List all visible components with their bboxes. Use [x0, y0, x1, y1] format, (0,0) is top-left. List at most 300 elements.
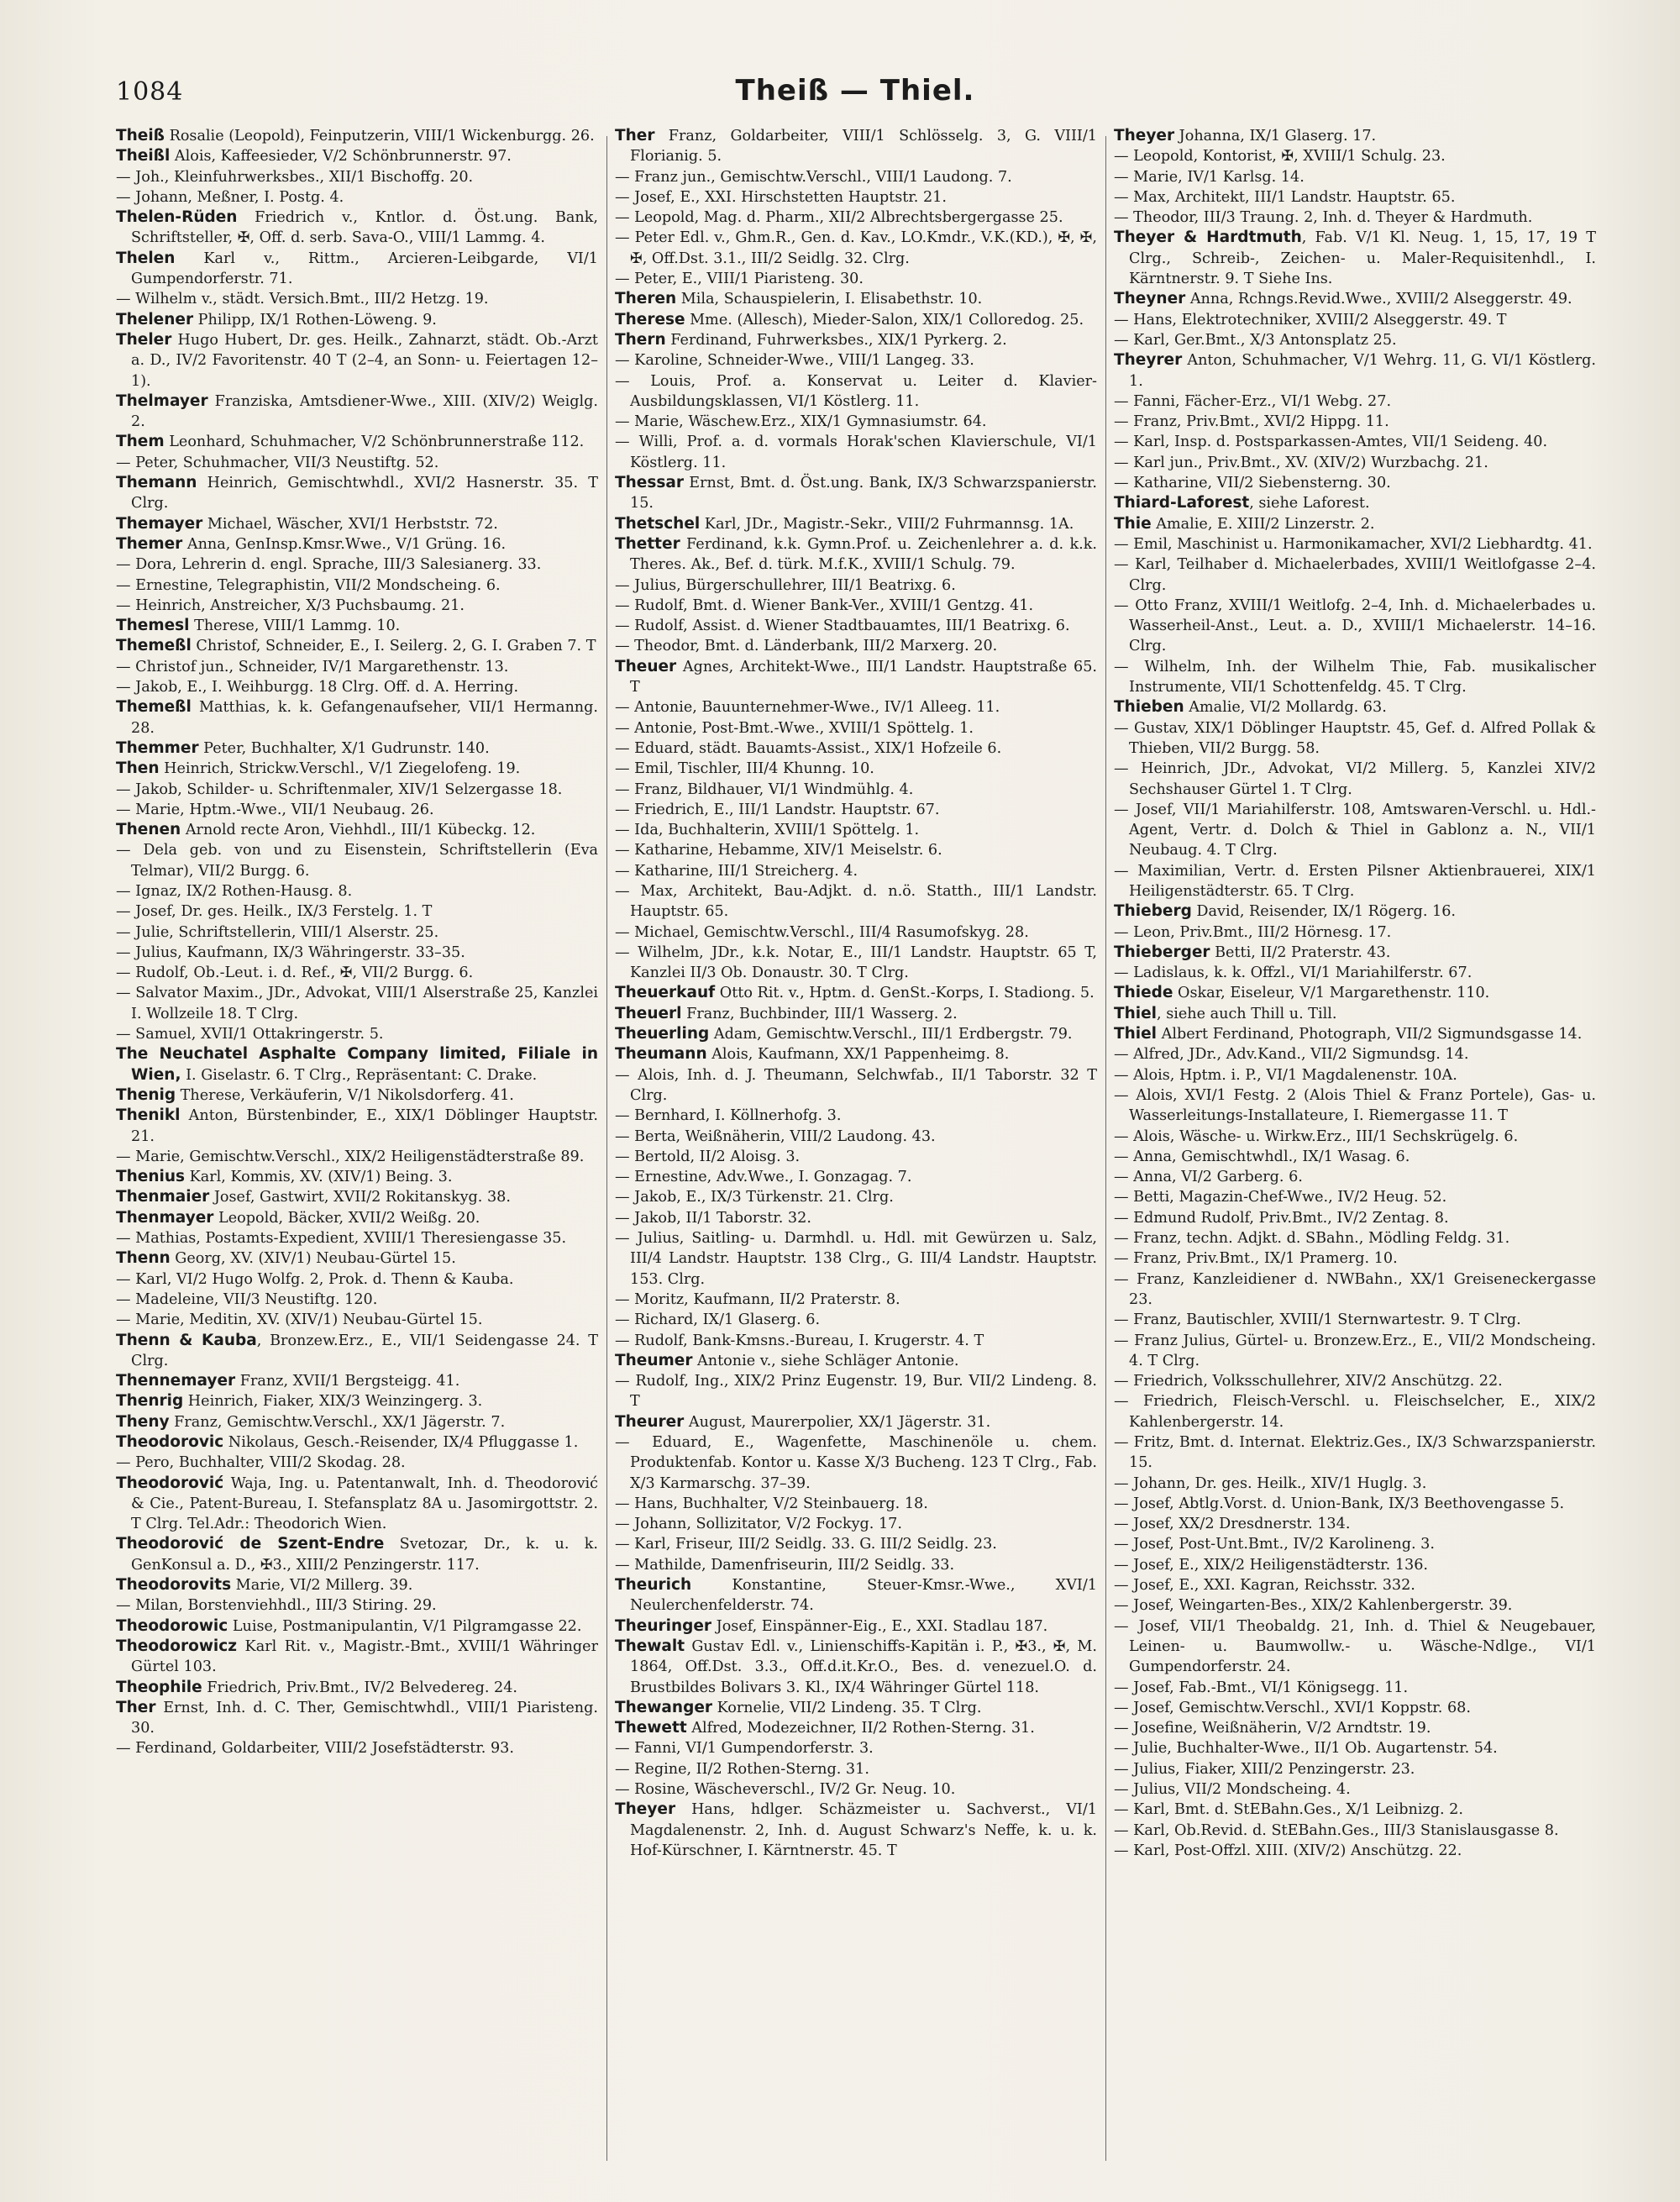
directory-entry — [615, 289, 1097, 309]
entry-details: — Julius, VII/2 Mondscheing. 4. — [1114, 1781, 1351, 1799]
directory-entry — [615, 1616, 1097, 1637]
entry-details: — Franz, techn. Adjkt. d. SBahn., Mödling Feldg. 31. — [1114, 1230, 1510, 1248]
entry-details: — Josef, VII/1 Theobaldg. 21, Inh. d. Thiel & Neugebauer, Leinen- u. Baumwollw.- u. Wäsche-Ndlge., VI/1 Gumpendorferstr. 24. — [1114, 1617, 1596, 1676]
entry-surname: Theyner — [1114, 290, 1186, 308]
entry-details: Gustav Edl. v., Linienschiffs-Kapitän i. P., ✠3., ✠, M. 1864, Off.Dst. 3.3., Off.d.it.Kr.O., Bes. d. venezuel.O. d. Brustbildes Bolivars 3. Kl., IX/4 Währinger Gürtel 118. — [630, 1637, 1097, 1696]
entry-details: — Leon, Priv.Bmt., III/2 Hörnesg. 17. — [1114, 923, 1392, 941]
entry-details: — Johann, Meßner, I. Postg. 4. — [116, 188, 344, 206]
entry-details: — Josef, Fab.-Bmt., VI/1 Königsegg. 11. — [1114, 1679, 1409, 1696]
directory-entry — [116, 1248, 598, 1269]
directory-entry — [116, 187, 598, 208]
entry-details: — Katharine, III/1 Streicherg. 4. — [615, 862, 858, 880]
directory-entry — [615, 1331, 1097, 1351]
directory-entry — [1114, 697, 1596, 717]
entry-details: — Maximilian, Vertr. d. Ersten Pilsner Aktienbrauerei, XIX/1 Heiligenstädterstr. 65. T Clrg. — [1114, 862, 1596, 900]
directory-entry — [1114, 1371, 1596, 1391]
entry-details: — Franz jun., Gemischtw.Verschl., VIII/1 Laudong. 7. — [615, 168, 1012, 186]
directory-entry — [1114, 1494, 1596, 1514]
entry-details: — Josef, Dr. ges. Heilk., IX/3 Ferstelg. 1. T — [116, 903, 433, 921]
entry-details: August, Maurerpolier, XX/1 Jägerstr. 31. — [684, 1413, 991, 1431]
directory-entry — [615, 269, 1097, 289]
entry-details: — Julie, Buchhalter-Wwe., II/1 Ob. Augartenstr. 54. — [1114, 1740, 1498, 1758]
directory-entry — [1114, 126, 1596, 146]
directory-entry — [116, 1595, 598, 1616]
entry-details: Therese, Verkäuferin, V/1 Nikolsdorferg. 41. — [176, 1086, 514, 1104]
directory-entry — [116, 1290, 598, 1310]
entry-details: — Julius, Bürgerschullehrer, III/1 Beatrixg. 6. — [615, 576, 956, 594]
directory-entry — [615, 657, 1097, 698]
directory-entry — [1114, 1310, 1596, 1330]
directory-entry — [1114, 800, 1596, 861]
directory-entry — [1114, 493, 1596, 513]
directory-entry — [1114, 1616, 1596, 1678]
directory-entry — [1114, 412, 1596, 432]
entry-details: Otto Rit. v., Hptm. d. GenSt.-Korps, I. Stadiong. 5. — [715, 985, 1095, 1002]
directory-entry — [1114, 554, 1596, 596]
entry-details: — Marie, Wäschew.Erz., XIX/1 Gymnasiumstr. 64. — [615, 413, 987, 431]
entry-details: — Alois, Wäsche- u. Wirkw.Erz., III/1 Sechskrügelg. 6. — [1114, 1127, 1519, 1145]
directory-entry — [615, 575, 1097, 596]
entry-details: — Emil, Maschinist u. Harmonikamacher, XVI/2 Liebhardtg. 41. — [1114, 535, 1593, 553]
entry-details: — Wilhelm, Inh. der Wilhelm Thie, Fab. musikalischer Instrumente, VII/1 Schottenfeldg. 45. T Clrg. — [1114, 658, 1596, 696]
directory-entry — [116, 1167, 598, 1187]
directory-entry — [1114, 1044, 1596, 1064]
directory-entry — [116, 1147, 598, 1167]
directory-entry — [116, 126, 598, 146]
entry-details: Karl, JDr., Magistr.-Sekr., VIII/2 Fuhrmannsg. 1A. — [700, 515, 1074, 533]
entry-surname: Thieberg — [1114, 902, 1192, 921]
entry-details: Josef, Gastwirt, XVII/2 Rokitanskyg. 38. — [209, 1189, 511, 1206]
entry-surname: Thiede — [1114, 984, 1173, 1002]
entry-details: Agnes, Architekt-Wwe., III/1 Landstr. Hauptstraße 65. T — [630, 658, 1097, 696]
directory-entry — [116, 473, 598, 514]
directory-entry — [116, 534, 598, 554]
directory-entry — [1114, 983, 1596, 1003]
entry-details: — Johann, Dr. ges. Heilk., XIV/1 Huglg. 3. — [1114, 1474, 1427, 1492]
entry-surname: Theumann — [615, 1045, 707, 1064]
entry-details: Heinrich, Strickw.Verschl., V/1 Ziegelofeng. 19. — [159, 760, 521, 778]
entry-surname: Thieberger — [1114, 943, 1210, 961]
entry-details: Luise, Postmanipulantin, V/1 Pilgramgasse 22. — [228, 1617, 582, 1635]
entry-surname: Theodorovits — [116, 1576, 232, 1595]
entry-details: — Rudolf, Bank-Kmsns.-Bureau, I. Krugerstr. 4. T — [615, 1332, 984, 1349]
entry-details: — Gustav, XIX/1 Döblinger Hauptstr. 45, Gef. d. Alfred Pollak & Thieben, VII/2 Burgg. 58. — [1114, 719, 1596, 757]
directory-entry — [1114, 1147, 1596, 1167]
directory-entry — [615, 126, 1097, 167]
entry-surname: Themeßl — [116, 698, 192, 717]
directory-entry — [116, 800, 598, 820]
directory-entry — [1114, 963, 1596, 983]
entry-details: — Josef, E., XIX/2 Heiligenstädterstr. 136. — [1114, 1556, 1428, 1574]
entry-details: — Louis, Prof. a. Konservat u. Leiter d. Klavier-Ausbildungsklassen, VI/1 Köstlerg. 11. — [615, 372, 1097, 410]
directory-entry — [615, 1494, 1097, 1514]
directory-entry — [116, 1637, 598, 1678]
entry-details: — Josef, E., XXI. Hirschstetten Hauptstr. 21. — [615, 188, 947, 206]
entry-details: Josef, Einspänner-Eig., E., XXI. Stadlau 187. — [711, 1617, 1048, 1635]
entry-details: — Samuel, XVII/1 Ottakringerstr. 5. — [116, 1026, 384, 1043]
entry-details: — Otto Franz, XVIII/1 Weitlofg. 2–4, Inh. d. Michaelerbades u. Wasserheil-Anst., Leut. a. D., XVIII/1 Michaelerstr. 14–16. Clrg. — [1114, 596, 1596, 655]
directory-entry — [615, 350, 1097, 371]
entry-surname: Themmer — [116, 738, 199, 757]
directory-entry — [1114, 1779, 1596, 1800]
page-header — [116, 74, 1594, 119]
entry-details: — Emil, Tischler, III/4 Khunng. 10. — [615, 760, 874, 778]
entry-details: — Madeleine, VII/3 Neustiftg. 120. — [116, 1290, 378, 1308]
directory-entry — [116, 657, 598, 677]
directory-entry — [1114, 718, 1596, 759]
directory-entry — [615, 738, 1097, 759]
directory-entry — [615, 1779, 1097, 1800]
entry-details: — Marie, Hptm.-Wwe., VII/1 Neubaug. 26. — [116, 801, 434, 818]
directory-entry — [1114, 350, 1596, 392]
directory-entry — [615, 1065, 1097, 1106]
directory-entry — [1114, 310, 1596, 330]
entry-surname: Thenn — [116, 1249, 171, 1268]
entry-details: — Franz, Kanzleidiener d. NWBahn., XX/1 Greiseneckergasse 23. — [1114, 1270, 1596, 1308]
directory-entry — [1114, 901, 1596, 922]
entry-details: — Franz, Bildhauer, VI/1 Windmühlg. 4. — [615, 780, 914, 798]
entry-details: — Dora, Lehrerin d. engl. Sprache, III/3 Salesianerg. 33. — [116, 556, 542, 574]
directory-entry — [615, 983, 1097, 1003]
entry-surname: Thewett — [615, 1719, 687, 1737]
directory-entry — [615, 1351, 1097, 1371]
directory-entry — [615, 1575, 1097, 1616]
entry-surname: Theodorovic — [116, 1433, 224, 1451]
entry-details: — Mathilde, Damenfriseurin, III/2 Seidlg. 33. — [615, 1556, 955, 1574]
entry-details: — Karl, Teilhaber d. Michaelerbades, XVIII/1 Weitlofgasse 2–4. Clrg. — [1114, 556, 1596, 594]
directory-entry — [116, 963, 598, 983]
entry-details: — Theodor, III/3 Traung. 2, Inh. d. Theyer & Hardmuth. — [1114, 209, 1533, 227]
directory-entry — [1114, 330, 1596, 350]
directory-entry — [615, 1147, 1097, 1167]
directory-entry — [1114, 432, 1596, 452]
directory-entry — [615, 208, 1097, 228]
directory-entry — [1114, 1208, 1596, 1228]
directory-entry — [116, 1534, 598, 1575]
directory-entry — [116, 1106, 598, 1147]
entry-details: Heinrich, Fiaker, XIX/3 Weinzingerg. 3. — [183, 1393, 483, 1411]
entry-details: — Eduard, städt. Bauamts-Assist., XIX/1 Hofzeile 6. — [615, 739, 1002, 757]
entry-details: — Katharine, Hebamme, XIV/1 Meiselstr. 6. — [615, 842, 942, 859]
entry-details: — Karl, Post-Offzl. XIII. (XIV/2) Anschützg. 22. — [1114, 1842, 1462, 1859]
entry-surname: Thenius — [116, 1168, 186, 1186]
entry-details: — Willi, Prof. a. d. vormals Horak'schen Klavierschule, VI/1 Köstlerg. 11. — [615, 434, 1097, 471]
entry-details: — Fritz, Bmt. d. Internat. Elektriz.Ges., IX/3 Schwarzspanierstr. 15. — [1114, 1434, 1596, 1472]
directory-entry — [116, 432, 598, 452]
directory-entry — [116, 677, 598, 697]
directory-entry — [116, 780, 598, 800]
entry-surname: Thenn & Kauba — [116, 1331, 257, 1349]
directory-entry — [615, 1127, 1097, 1147]
entry-details: — Rudolf, Bmt. d. Wiener Bank-Ver., XVIII/1 Gentzg. 41. — [615, 596, 1034, 614]
entry-details: Matthias, k. k. Gefangenaufseher, VII/1 Hermanng. 28. — [131, 699, 598, 737]
entry-details: — Leopold, Mag. d. Pharm., XII/2 Albrechtsbergergasse 25. — [615, 209, 1063, 227]
directory-entry — [116, 167, 598, 187]
directory-entry — [1114, 1167, 1596, 1187]
directory-entry — [116, 146, 598, 166]
directory-entry — [116, 901, 598, 922]
directory-entry — [116, 616, 598, 636]
directory-entry — [1114, 1248, 1596, 1269]
directory-entry — [1114, 1065, 1596, 1085]
directory-entry — [615, 1044, 1097, 1064]
directory-entry — [615, 1208, 1097, 1228]
entry-surname: Themesl — [116, 617, 190, 635]
entry-details: — Max, Architekt, Bau-Adjkt. d. n.ö. Statth., III/1 Landstr. Hauptstr. 65. — [615, 882, 1097, 921]
entry-details: — Rosine, Wäscheverschl., IV/2 Gr. Neug. 10. — [615, 1781, 956, 1799]
directory-entry — [1114, 208, 1596, 228]
directory-entry — [615, 1555, 1097, 1575]
entry-details: — Pero, Buchhalter, VIII/2 Skodag. 28. — [116, 1454, 406, 1472]
directory-entry — [116, 554, 598, 575]
directory-entry — [1114, 1534, 1596, 1554]
entry-details: Mme. (Allesch), Mieder-Salon, XIX/1 Colloredog. 25. — [685, 311, 1084, 328]
directory-entry — [615, 534, 1097, 575]
directory-entry — [615, 881, 1097, 922]
directory-entry — [615, 1718, 1097, 1738]
directory-entry — [1114, 1514, 1596, 1534]
directory-entry — [116, 310, 598, 330]
directory-entry — [615, 1738, 1097, 1758]
entry-details: — Anna, Gemischtwhdl., IX/1 Wasag. 6. — [1114, 1148, 1410, 1165]
entry-surname: Thetschel — [615, 514, 701, 533]
entry-surname: Themann — [116, 474, 197, 492]
entry-details: Philipp, IX/1 Rothen-Löweng. 9. — [193, 311, 437, 328]
directory-entry — [615, 1371, 1097, 1412]
directory-entry — [116, 1024, 598, 1044]
entry-details: — Ernestine, Telegraphistin, VII/2 Mondscheing. 6. — [116, 576, 501, 594]
entry-details: — Karl, VI/2 Hugo Wolfg. 2, Prok. d. Thenn & Kauba. — [116, 1270, 514, 1288]
entry-details: — Karl jun., Priv.Bmt., XV. (XIV/2) Wurzbachg. 21. — [1114, 454, 1488, 471]
directory-entry — [1114, 657, 1596, 698]
directory-entry — [615, 697, 1097, 717]
entry-details: — Betti, Magazin-Chef-Wwe., IV/2 Heug. 52. — [1114, 1189, 1447, 1206]
entry-surname: Thenig — [116, 1085, 176, 1104]
entry-surname: Theyer & Hardtmuth — [1114, 229, 1302, 247]
directory-entry — [116, 1391, 598, 1411]
entry-surname: Thenikl — [116, 1106, 181, 1125]
directory-entry — [615, 228, 1097, 269]
directory-entry — [1114, 1474, 1596, 1494]
entry-details: Anton, Bürstenbinder, E., XIX/1 Döblinger Hauptstr. 21. — [131, 1107, 598, 1145]
directory-entry — [615, 1024, 1097, 1044]
directory-entry — [116, 330, 598, 392]
entry-details: — Max, Architekt, III/1 Landstr. Hauptstr. 65. — [1114, 188, 1456, 206]
entry-surname: Thenen — [116, 821, 181, 839]
directory-entry — [116, 208, 598, 249]
directory-entry — [615, 1698, 1097, 1718]
entry-details: — Dela geb. von und zu Eisenstein, Schriftstellerin (Eva Telmar), VII/2 Burgg. 6. — [116, 842, 598, 880]
directory-entry — [1114, 1187, 1596, 1207]
entry-details: Rosalie (Leopold), Feinputzerin, VIII/1 Wickenburgg. 26. — [164, 128, 595, 145]
entry-surname: Thiel — [1114, 1004, 1158, 1022]
directory-entry — [116, 1474, 598, 1535]
entry-details: — Heinrich, JDr., Advokat, VI/2 Millerg. 5, Kanzlei XIV/2 Sechshauser Gürtel 1. T Clrg. — [1114, 760, 1596, 798]
directory-entry — [1114, 1555, 1596, 1575]
column-divider — [606, 136, 607, 2161]
directory-entry — [1114, 1841, 1596, 1861]
directory-entry — [116, 392, 598, 433]
entry-details: — Peter, Schuhmacher, VII/3 Neustiftg. 52. — [116, 454, 439, 471]
directory-entry — [615, 922, 1097, 943]
directory-entry — [615, 616, 1097, 636]
entry-details: David, Reisender, IX/1 Rögerg. 16. — [1191, 903, 1456, 921]
directory-entry — [116, 943, 598, 963]
entry-surname: Themeßl — [116, 637, 192, 655]
directory-entry — [1114, 392, 1596, 412]
entry-details: Karl, Kommis, XV. (XIV/1) Being. 3. — [185, 1169, 453, 1186]
entry-surname: Thelen-Rüden — [116, 208, 238, 227]
entry-details: , siehe Laforest. — [1249, 495, 1370, 512]
entry-surname: Theuer — [615, 657, 677, 675]
entry-details: — Peter, E., VIII/1 Piaristeng. 30. — [615, 271, 864, 288]
directory-entry — [1114, 943, 1596, 963]
directory-entry — [116, 1310, 598, 1330]
directory-entry — [1114, 167, 1596, 187]
entry-details: Albert Ferdinand, Photograph, VII/2 Sigmundsgasse 14. — [1157, 1026, 1583, 1043]
entry-details: Anna, GenInsp.Kmsr.Wwe., V/1 Grüng. 16. — [182, 535, 507, 553]
entry-details: Leonhard, Schuhmacher, V/2 Schönbrunnerstraße 112. — [164, 434, 585, 451]
directory-entry — [116, 1371, 598, 1391]
entry-details: — Josef, Weingarten-Bes., XIX/2 Kahlenbergerstr. 39. — [1114, 1597, 1513, 1615]
entry-details: Ferdinand, Fuhrwerksbes., XIX/1 Pyrkerg. 2. — [665, 331, 1007, 349]
directory-entry — [615, 1637, 1097, 1698]
entry-surname: Thetter — [615, 534, 680, 553]
directory-entry — [1114, 922, 1596, 943]
entry-surname: Thessar — [615, 474, 684, 492]
entry-surname: Thiel — [1114, 1025, 1158, 1043]
directory-entry — [1114, 1331, 1596, 1372]
directory-entry — [1114, 289, 1596, 309]
entry-details: — Bertold, II/2 Aloisg. 3. — [615, 1148, 801, 1165]
entry-surname: Thelener — [116, 310, 194, 328]
directory-entry — [615, 820, 1097, 840]
directory-entry — [1114, 1759, 1596, 1779]
entry-details: Franz, XVII/1 Bergsteigg. 41. — [235, 1373, 460, 1390]
directory-entry — [116, 1678, 598, 1698]
entry-details: — Friedrich, E., III/1 Landstr. Hauptstr. 67. — [615, 801, 940, 818]
entry-details: — Friedrich, Volksschullehrer, XIV/2 Anschützg. 22. — [1114, 1373, 1503, 1390]
entry-details: — Josefine, Weißnäherin, V/2 Arndtstr. 19. — [1114, 1720, 1431, 1737]
entry-details: — Mathias, Postamts-Expedient, XVIII/1 Theresiengasse 35. — [116, 1230, 567, 1248]
directory-entry — [615, 1800, 1097, 1861]
directory-entry — [116, 596, 598, 616]
entry-details: — Jakob, E., I. Weihburgg. 18 Clrg. Off. d. A. Herring. — [116, 679, 519, 696]
entry-details: — Antonie, Post-Bmt.-Wwe., XVIII/1 Spöttelg. 1. — [615, 719, 974, 737]
entry-surname: Thern — [615, 330, 666, 349]
entry-details: — Karoline, Schneider-Wwe., VIII/1 Langeg. 33. — [615, 352, 974, 370]
entry-details: — Josef, VII/1 Mariahilferstr. 108, Amtswaren-Verschl. u. Hdl.-Agent, Vertr. d. Dolch & Thiel in Gablonz a. N., VII/1 Neubaug. 4. T Clrg. — [1114, 801, 1596, 859]
directory-entry — [615, 330, 1097, 350]
entry-details: — Josef, Gemischtw.Verschl., XVI/1 Koppstr. 68. — [1114, 1699, 1471, 1716]
entry-details: Heinrich, Gemischtwhdl., XVI/2 Hasnerstr. 35. T Clrg. — [131, 475, 598, 512]
entry-details: Amalie, E. XIII/2 Linzerstr. 2. — [1151, 515, 1375, 533]
entry-surname: Theophile — [116, 1678, 202, 1696]
directory-entry — [615, 371, 1097, 413]
directory-entry — [116, 514, 598, 534]
directory-entry — [116, 636, 598, 656]
entry-details: — Karl, Ger.Bmt., X/3 Antonsplatz 25. — [1114, 331, 1397, 349]
directory-entry — [116, 1412, 598, 1432]
directory-entry — [116, 1269, 598, 1290]
directory-entry — [615, 1106, 1097, 1126]
entry-details: Mila, Schauspielerin, I. Elisabethstr. 10. — [676, 291, 983, 308]
directory-entry — [1114, 1024, 1596, 1044]
entry-details: — Hans, Buchhalter, V/2 Steinbauerg. 18. — [615, 1495, 928, 1512]
entry-surname: Ther — [116, 1698, 156, 1716]
entry-details: — Antonie, Bauunternehmer-Wwe., IV/1 Alleeg. 11. — [615, 699, 1000, 717]
entry-surname: Theodorowicz — [116, 1637, 237, 1655]
entry-details: Johanna, IX/1 Glaserg. 17. — [1174, 128, 1377, 145]
entry-surname: Theuerling — [615, 1025, 710, 1043]
directory-entry — [116, 1331, 598, 1372]
directory-entry — [615, 1004, 1097, 1024]
directory-entry — [116, 249, 598, 290]
directory-entry — [116, 1044, 598, 1085]
entry-surname: Thenmayer — [116, 1208, 214, 1227]
entry-details: Michael, Wäscher, XVI/1 Herbststr. 72. — [202, 515, 498, 533]
directory-entry — [1114, 596, 1596, 657]
entry-details: — Franz, Bautischler, XVIII/1 Sternwartestr. 9. T Clrg. — [1114, 1311, 1521, 1329]
directory-entry — [615, 1310, 1097, 1330]
entry-details: — Heinrich, Anstreicher, X/3 Puchsbaumg. 21. — [116, 596, 465, 614]
entry-details: Antonie v., siehe Schläger Antonie. — [692, 1352, 959, 1369]
entry-surname: Theodorowic — [116, 1616, 228, 1635]
entry-surname: The Neuchatel Asphalte Company limited, Filiale in Wien, — [116, 1045, 598, 1084]
entry-details: Arnold recte Aron, Viehhdl., III/1 Kübeckg. 12. — [181, 822, 536, 839]
entry-details: — Christof jun., Schneider, IV/1 Margarethenstr. 13. — [116, 658, 509, 675]
directory-entry — [116, 289, 598, 309]
directory-entry — [1114, 1738, 1596, 1758]
directory-entry — [116, 1432, 598, 1453]
directory-entry — [1114, 1575, 1596, 1595]
directory-entry — [116, 738, 598, 759]
entry-details: — Marie, IV/1 Karlsg. 14. — [1114, 168, 1305, 186]
directory-entry — [615, 943, 1097, 984]
entry-details: — Julius, Kaufmann, IX/3 Währingerstr. 33–35. — [116, 943, 465, 961]
entry-surname: Thieben — [1114, 698, 1184, 717]
entry-details: — Rudolf, Assist. d. Wiener Stadtbauamtes, III/1 Beatrixg. 6. — [615, 618, 1070, 635]
entry-surname: Theumer — [615, 1351, 693, 1369]
entry-details: — Josef, E., XXI. Kagran, Reichsstr. 332. — [1114, 1577, 1415, 1595]
directory-entry — [116, 575, 598, 596]
directory-entry — [116, 759, 598, 779]
directory-entry — [615, 432, 1097, 473]
entry-surname: Theodorović — [116, 1474, 224, 1492]
directory-entry — [615, 1290, 1097, 1310]
entry-details: Karl v., Rittm., Arcieren-Leibgarde, VI/1 Gumpendorferstr. 71. — [131, 250, 598, 288]
directory-entry — [116, 1698, 598, 1739]
entry-details: Ernst, Bmt. d. Öst.ung. Bank, IX/3 Schwarzspanierstr. 15. — [630, 475, 1097, 512]
directory-entry — [116, 1228, 598, 1248]
directory-entry — [116, 881, 598, 901]
entry-details: — Alois, Inh. d. J. Theumann, Selchwfab., II/1 Taborstr. 32 T Clrg. — [615, 1066, 1097, 1104]
directory-entry — [1114, 1718, 1596, 1738]
directory-entry — [1114, 759, 1596, 800]
directory-entry — [615, 718, 1097, 738]
entry-details: Betti, II/2 Praterstr. 43. — [1210, 943, 1391, 961]
entry-details: — Leopold, Kontorist, ✠, XVIII/1 Schulg. 23. — [1114, 148, 1446, 166]
entry-surname: Theler — [116, 330, 172, 349]
entry-details: — Ernestine, Adv.Wwe., I. Gonzagag. 7. — [615, 1169, 912, 1186]
entry-details: — Josef, Post-Unt.Bmt., IV/2 Karolineng. 3. — [1114, 1536, 1435, 1553]
entry-details: — Joh., Kleinfuhrwerksbes., XII/1 Bischoffg. 20. — [116, 168, 474, 186]
entry-surname: Thennemayer — [116, 1372, 236, 1390]
entry-surname: Theyer — [1114, 127, 1175, 145]
directory-entry — [116, 697, 598, 738]
entry-details: — Karl, Friseur, III/2 Seidlg. 33. G. III/2 Seidlg. 23. — [615, 1536, 997, 1553]
entry-details: Marie, VI/2 Millerg. 39. — [231, 1577, 413, 1595]
